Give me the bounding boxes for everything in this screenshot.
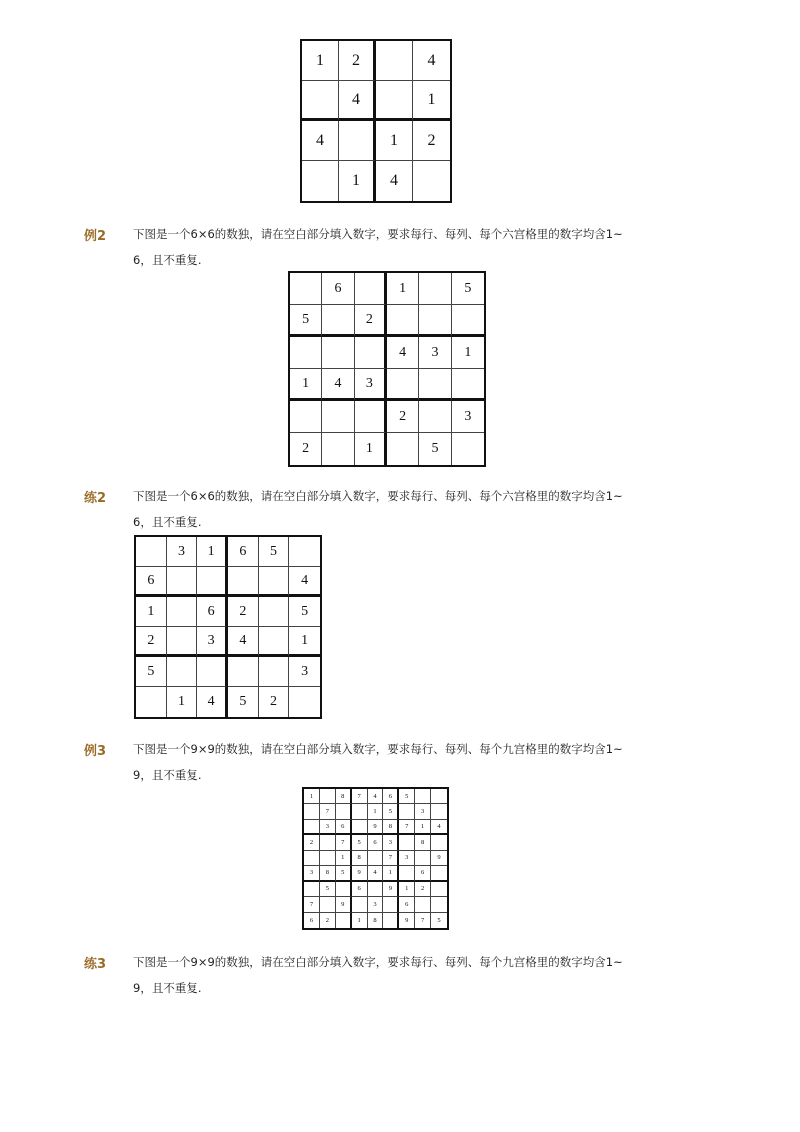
sudoku-cell: 5	[259, 537, 290, 567]
section-label-pr2: 练2	[84, 491, 107, 506]
sudoku-cell: 1	[336, 851, 352, 866]
sudoku-cell	[136, 537, 167, 567]
sudoku-cell	[452, 433, 484, 465]
sudoku-cell: 8	[368, 913, 384, 928]
sudoku-cell	[399, 835, 415, 850]
sudoku-cell: 4	[302, 121, 339, 161]
sudoku-cell: 6	[352, 882, 368, 897]
sudoku-cell: 7	[383, 851, 399, 866]
sudoku-cell	[387, 369, 419, 401]
sudoku-cell	[383, 913, 399, 928]
sudoku-cell: 2	[339, 41, 376, 81]
sudoku-cell: 3	[167, 537, 198, 567]
sudoku-cell	[290, 337, 322, 369]
sudoku-cell: 7	[320, 804, 336, 819]
section-label-ex2: 例2	[84, 229, 107, 244]
sudoku-cell: 6	[304, 913, 320, 928]
sudoku-cell: 1	[355, 433, 387, 465]
sudoku-cell	[167, 627, 198, 657]
sudoku-cell: 4	[322, 369, 354, 401]
sudoku-cell: 8	[352, 851, 368, 866]
sudoku-cell: 6	[197, 597, 228, 627]
section-text-pr2-line1: 下图是一个6×6的数独，请在空白部分填入数字，要求每行、每列、每个六宫格里的数字均含1~	[133, 489, 623, 503]
sudoku-cell: 5	[228, 687, 259, 717]
sudoku-cell	[228, 567, 259, 597]
sudoku-cell: 3	[355, 369, 387, 401]
sudoku-cell	[368, 882, 384, 897]
sudoku-cell	[259, 567, 290, 597]
sudoku-cell: 4	[368, 789, 384, 804]
sudoku-cell: 5	[336, 866, 352, 881]
sudoku-cell	[419, 305, 451, 337]
sudoku-grid-9x9-example	[302, 787, 449, 930]
sudoku-cell: 8	[415, 835, 431, 850]
sudoku-cell: 3	[419, 337, 451, 369]
sudoku-cell: 1	[136, 597, 167, 627]
sudoku-cell	[228, 657, 259, 687]
sudoku-cell: 1	[289, 627, 320, 657]
sudoku-cell: 1	[452, 337, 484, 369]
sudoku-cell: 2	[304, 835, 320, 850]
sudoku-cell: 2	[387, 401, 419, 433]
sudoku-cell: 6	[399, 897, 415, 912]
sudoku-cell: 7	[399, 820, 415, 835]
sudoku-cell: 3	[415, 804, 431, 819]
sudoku-cell: 7	[352, 789, 368, 804]
sudoku-cell: 3	[320, 820, 336, 835]
sudoku-cell	[431, 804, 447, 819]
sudoku-cell	[355, 273, 387, 305]
sudoku-cell: 3	[399, 851, 415, 866]
sudoku-cell	[431, 835, 447, 850]
sudoku-cell: 4	[289, 567, 320, 597]
sudoku-cell	[322, 337, 354, 369]
sudoku-cell: 6	[415, 866, 431, 881]
sudoku-cell	[413, 161, 450, 201]
sudoku-cell	[339, 121, 376, 161]
sudoku-cell: 1	[304, 789, 320, 804]
sudoku-cell	[376, 41, 413, 81]
sudoku-cell: 3	[304, 866, 320, 881]
sudoku-cell	[336, 882, 352, 897]
sudoku-cell	[387, 305, 419, 337]
sudoku-cell: 2	[415, 882, 431, 897]
sudoku-cell: 5	[399, 789, 415, 804]
sudoku-cell: 5	[320, 882, 336, 897]
sudoku-cell	[304, 851, 320, 866]
sudoku-cell: 1	[383, 866, 399, 881]
sudoku-cell: 1	[387, 273, 419, 305]
sudoku-cell: 4	[197, 687, 228, 717]
section-label-pr3: 练3	[84, 957, 107, 972]
section-text-pr3-line1: 下图是一个9×9的数独，请在空白部分填入数字，要求每行、每列、每个九宫格里的数字均含1~	[133, 955, 623, 969]
sudoku-cell: 1	[413, 81, 450, 121]
sudoku-cell: 4	[368, 866, 384, 881]
sudoku-cell: 8	[336, 789, 352, 804]
sudoku-cell	[336, 913, 352, 928]
sudoku-cell	[415, 789, 431, 804]
sudoku-cell	[167, 567, 198, 597]
section-text-ex3-line2: 9，且不重复.	[133, 768, 202, 782]
sudoku-cell	[415, 897, 431, 912]
sudoku-cell: 9	[399, 913, 415, 928]
sudoku-cell	[290, 273, 322, 305]
sudoku-cell	[368, 851, 384, 866]
sudoku-cell: 3	[368, 897, 384, 912]
sudoku-cell	[452, 305, 484, 337]
sudoku-cell: 2	[136, 627, 167, 657]
sudoku-cell: 1	[368, 804, 384, 819]
sudoku-cell: 2	[355, 305, 387, 337]
sudoku-cell	[304, 820, 320, 835]
sudoku-cell	[320, 789, 336, 804]
sudoku-cell: 9	[336, 897, 352, 912]
sudoku-cell	[355, 401, 387, 433]
sudoku-cell	[431, 882, 447, 897]
section-text-ex2-line2: 6，且不重复.	[133, 253, 202, 267]
sudoku-cell	[197, 657, 228, 687]
sudoku-cell	[383, 897, 399, 912]
sudoku-cell	[320, 851, 336, 866]
sudoku-cell	[387, 433, 419, 465]
sudoku-cell	[399, 804, 415, 819]
sudoku-cell	[320, 835, 336, 850]
sudoku-cell: 3	[452, 401, 484, 433]
sudoku-cell: 1	[290, 369, 322, 401]
sudoku-cell: 2	[290, 433, 322, 465]
sudoku-cell: 2	[413, 121, 450, 161]
sudoku-cell: 6	[228, 537, 259, 567]
sudoku-cell: 1	[302, 41, 339, 81]
sudoku-cell	[431, 866, 447, 881]
sudoku-cell: 5	[136, 657, 167, 687]
sudoku-cell	[289, 537, 320, 567]
sudoku-cell	[431, 789, 447, 804]
sudoku-cell: 9	[368, 820, 384, 835]
sudoku-cell	[419, 369, 451, 401]
sudoku-cell: 1	[339, 161, 376, 201]
sudoku-cell: 5	[383, 804, 399, 819]
section-text-pr2-line2: 6，且不重复.	[133, 515, 202, 529]
sudoku-cell	[431, 897, 447, 912]
sudoku-cell	[419, 401, 451, 433]
sudoku-cell	[452, 369, 484, 401]
sudoku-cell	[322, 433, 354, 465]
sudoku-cell	[336, 804, 352, 819]
sudoku-grid-6x6-practice	[134, 535, 322, 719]
sudoku-cell	[419, 273, 451, 305]
sudoku-cell	[320, 897, 336, 912]
sudoku-cell: 2	[320, 913, 336, 928]
sudoku-cell: 5	[419, 433, 451, 465]
sudoku-cell: 1	[197, 537, 228, 567]
sudoku-cell: 4	[228, 627, 259, 657]
sudoku-cell: 7	[415, 913, 431, 928]
sudoku-cell	[352, 804, 368, 819]
sudoku-cell: 3	[289, 657, 320, 687]
sudoku-grid-6x6-example	[288, 271, 486, 467]
sudoku-cell: 6	[336, 820, 352, 835]
sudoku-cell	[259, 657, 290, 687]
sudoku-cell: 3	[197, 627, 228, 657]
sudoku-grid-4x4	[300, 39, 452, 203]
sudoku-cell: 4	[376, 161, 413, 201]
sudoku-cell: 8	[383, 820, 399, 835]
sudoku-cell: 9	[431, 851, 447, 866]
sudoku-cell	[302, 81, 339, 121]
sudoku-cell	[290, 401, 322, 433]
sudoku-cell	[376, 81, 413, 121]
sudoku-cell: 1	[352, 913, 368, 928]
sudoku-cell	[167, 657, 198, 687]
sudoku-cell	[352, 897, 368, 912]
sudoku-cell: 8	[320, 866, 336, 881]
section-text-pr3-line2: 9，且不重复.	[133, 981, 202, 995]
sudoku-cell: 4	[413, 41, 450, 81]
sudoku-cell: 6	[136, 567, 167, 597]
sudoku-cell	[304, 804, 320, 819]
sudoku-cell: 5	[452, 273, 484, 305]
sudoku-cell: 3	[383, 835, 399, 850]
section-text-ex2-line1: 下图是一个6×6的数独，请在空白部分填入数字，要求每行、每列、每个六宫格里的数字均含1~	[133, 227, 623, 241]
sudoku-cell: 1	[399, 882, 415, 897]
sudoku-cell: 7	[336, 835, 352, 850]
sudoku-cell	[352, 820, 368, 835]
sudoku-cell: 5	[289, 597, 320, 627]
sudoku-cell: 7	[304, 897, 320, 912]
sudoku-cell	[302, 161, 339, 201]
sudoku-cell	[322, 401, 354, 433]
sudoku-cell: 9	[383, 882, 399, 897]
sudoku-cell: 1	[167, 687, 198, 717]
sudoku-cell	[259, 597, 290, 627]
sudoku-cell: 9	[352, 866, 368, 881]
sudoku-cell	[399, 866, 415, 881]
sudoku-cell: 6	[368, 835, 384, 850]
sudoku-cell	[289, 687, 320, 717]
sudoku-cell: 4	[387, 337, 419, 369]
section-text-ex3-line1: 下图是一个9×9的数独，请在空白部分填入数字，要求每行、每列、每个九宫格里的数字均含1~	[133, 742, 623, 756]
sudoku-cell	[355, 337, 387, 369]
sudoku-cell: 2	[259, 687, 290, 717]
sudoku-cell: 5	[290, 305, 322, 337]
sudoku-cell	[415, 851, 431, 866]
sudoku-cell	[259, 627, 290, 657]
sudoku-cell: 4	[431, 820, 447, 835]
sudoku-cell	[304, 882, 320, 897]
sudoku-cell: 2	[228, 597, 259, 627]
sudoku-cell: 4	[339, 81, 376, 121]
sudoku-cell: 5	[437, 916, 441, 924]
sudoku-cell: 1	[376, 121, 413, 161]
sudoku-cell: 1	[415, 820, 431, 835]
sudoku-cell: 6	[322, 273, 354, 305]
sudoku-cell	[322, 305, 354, 337]
sudoku-cell	[136, 687, 167, 717]
sudoku-cell: 6	[383, 789, 399, 804]
sudoku-cell	[167, 597, 198, 627]
sudoku-cell	[197, 567, 228, 597]
sudoku-cell: 5	[352, 835, 368, 850]
section-label-ex3: 例3	[84, 744, 107, 759]
